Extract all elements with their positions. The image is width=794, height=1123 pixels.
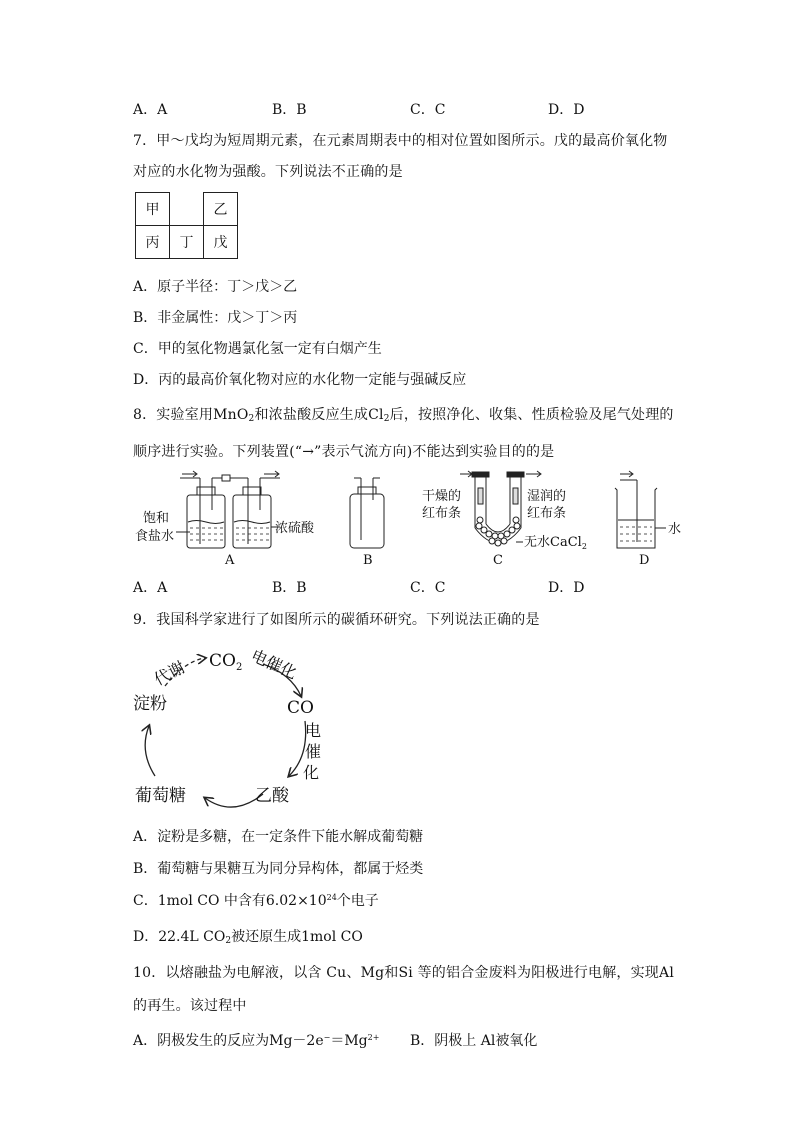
formula-mno2: MnO [213,407,249,423]
label-wet-1: 湿润的 [527,489,567,504]
q7-stem-line2: 对应的水化物为强酸。下列说法不正确的是 [133,164,403,180]
label-conc-sulfuric: 浓硫酸 [275,521,315,536]
label-electrocatalysis-top: 电催化 [248,645,300,683]
q9-option-d: D．22.4L $CO_2$被还原生成1mol CO [133,929,363,946]
label-a: A [225,553,235,568]
apparatus-b [350,478,384,548]
q8-option-d: D．D [548,580,585,596]
q6-option-c: C．C [410,102,446,118]
node-glucose: 葡萄糖 [135,786,186,806]
label-c: C [493,553,503,568]
label-catal-char: 催 [305,742,322,761]
q9-option-a: A．淀粉是多糖，在一定条件下能水解成葡萄糖 [133,829,424,845]
cell-yi: 乙 [204,193,238,226]
q9-option-b: B．葡萄糖与果糖互为同分异构体，都属于烃类 [133,861,424,877]
q6-option-b: B．B [272,102,307,118]
q9-option-c: C．1mol CO 中含有$6.02\times 10^{24}$个电子 [133,893,379,909]
label-water: 水 [668,522,682,537]
carbon-cycle-diagram [125,636,355,816]
node-co2: $CO_2$ [209,651,243,673]
label-wet-2: 红布条 [527,506,567,521]
q8-stem-line2: 顺序进行实验。下列装置(“→”表示气流方向)不能达到实验目的的是 [133,444,555,460]
label-metabolism: 代谢 [150,657,189,690]
q7-option-a: A．原子半径：丁＞戊＞乙 [133,279,298,295]
q9-stem: 9．我国科学家进行了如图所示的碳循环研究。下列说法正确的是 [133,612,540,628]
label-saturated: 饱和 [143,511,170,526]
q8-stem-line1: 8．实验室用MnO$_2$和浓盐酸反应生成$Cl_2$后，按照净化、收集、性质检验及尾气处理的 [133,407,674,424]
cell-bing: 丙 [136,226,170,259]
cell-jia: 甲 [136,193,170,226]
q10-option-b: B．阴极上 Al被氧化 [410,1033,538,1049]
cell-empty [170,193,204,226]
periodic-table-fragment [135,192,238,259]
q10-stem-line1: 10．以熔融盐为电解液，以含 Cu、Mg和Si 等的铝合金废料为阳极进行电解，实现Al [133,965,674,981]
q8-apparatus-figure [130,470,690,570]
node-co: CO [287,698,314,718]
q7-option-c: C．甲的氢化物遇氯化氢一定有白烟产生 [133,341,382,357]
q8-option-b: B．B [272,580,307,596]
q6-option-d: D．D [548,102,585,118]
label-dry-1: 干燥的 [422,489,462,504]
q6-option-a: A．A [133,102,168,118]
q7-option-d: D．丙的最高价氧化物对应的水化物一定能与强碱反应 [133,372,467,388]
label-electro-char: 电 [305,721,322,740]
q7-stem-line1: 7．甲～戊均为短周期元素，在元素周期表中的相对位置如图所示。戊的最高价氧化物 [133,133,668,149]
cell-ding: 丁 [170,226,204,259]
apparatus-d [615,471,666,548]
label-cacl2: 无水CaCl$_2$ [524,535,587,551]
q10-stem-line2: 的再生。该过程中 [133,998,247,1014]
apparatus-a [176,471,280,548]
label-brine: 食盐水 [135,529,175,544]
q8-option-c: C．C [410,580,446,596]
node-starch: 淀粉 [133,694,167,714]
label-ize-char: 化 [303,763,320,782]
formula-cl2: Cl [368,407,384,423]
q10-option-a: A．阴极发生的反应为$Mg-2e^-=Mg^{2+}$ [133,1033,380,1049]
node-acetic-acid: 乙酸 [255,786,289,806]
q8-option-a: A．A [133,580,168,596]
cell-wu: 戊 [204,226,238,259]
label-d: D [639,553,650,568]
q7-option-b: B．非金属性：戊＞丁＞丙 [133,310,298,326]
label-b: B [363,553,373,568]
label-dry-2: 红布条 [422,506,462,521]
